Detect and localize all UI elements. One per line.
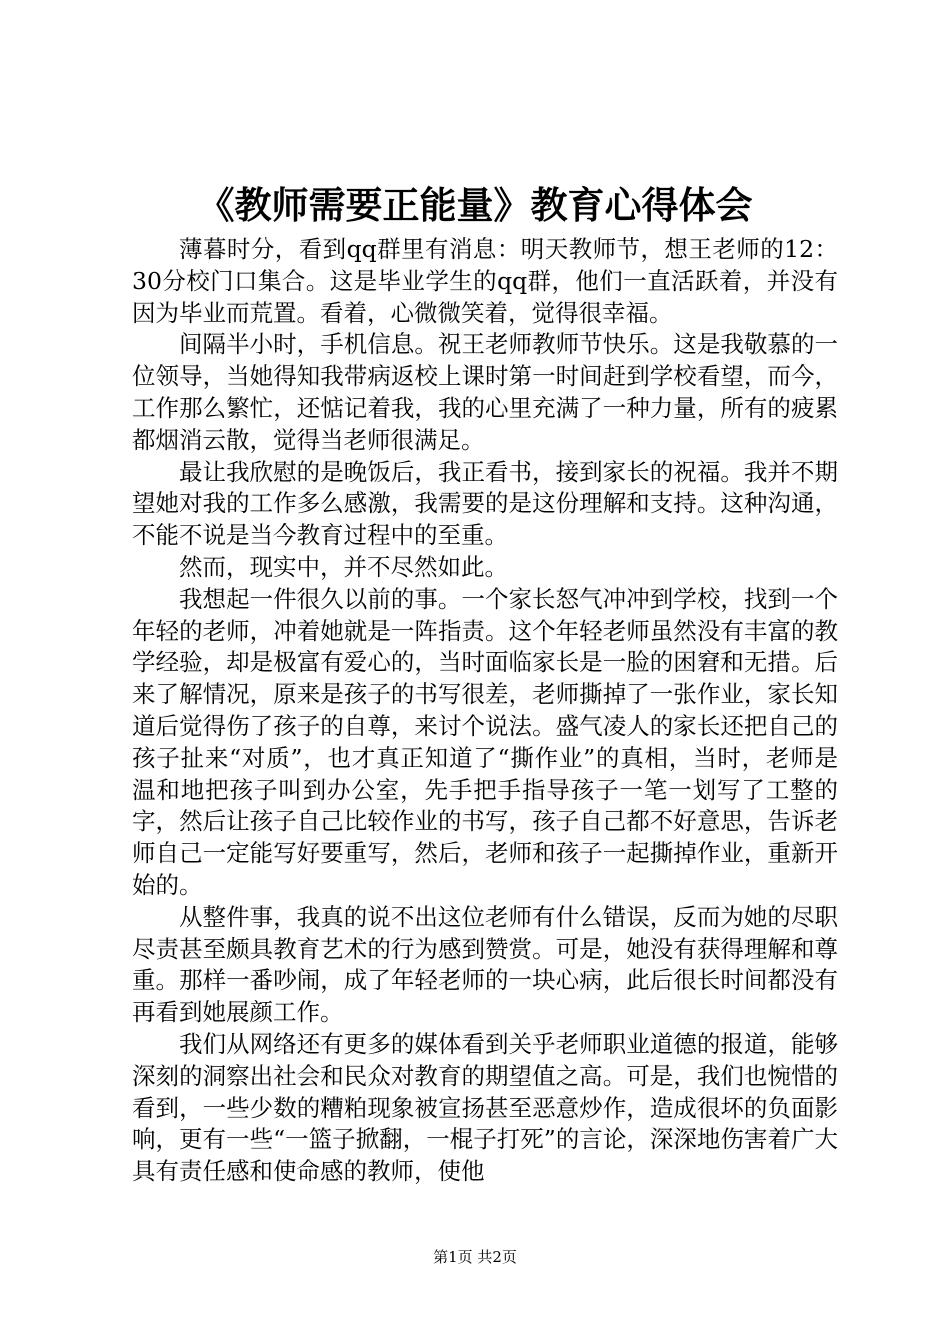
paragraph: 最让我欣慰的是晚饭后，我正看书，接到家长的祝福。我并不期望她对我的工作多么感激，我需要的是这份理解和支持。这种沟通，不能不说是当今教育过程中的至重。	[132, 457, 838, 550]
page-footer: 第1页 共2页	[433, 1248, 517, 1266]
document-body	[132, 234, 838, 1188]
paragraph: 间隔半小时，手机信息。祝王老师教师节快乐。这是我敬慕的一位领导，当她得知我带病返校上课时第一时间赶到学校看望，而今，工作那么繁忙，还惦记着我，我的心里充满了一种力量，所有的疲累都烟消云散，觉得当老师很满足。	[132, 330, 838, 454]
paragraph: 从整件事，我真的说不出这位老师有什么错误，反而为她的尽职尽责甚至颇具教育艺术的行为感到赞赏。可是，她没有获得理解和尊重。那样一番吵闹，成了年轻老师的一块心病，此后很长时间都没有再看到她展颜工作。	[132, 902, 838, 1027]
paragraph: 我想起一件很久以前的事。一个家长怒气冲冲到学校，找到一个年轻的老师，冲着她就是一阵指责。这个年轻老师虽然没有丰富的教学经验，却是极富有爱心的，当时面临家长是一脸的困窘和无措。后来了解情况，原来是孩子的书写很差，老师撕掉了一张作业，家长知道后觉得伤了孩子的自尊，来讨个说法。盛气凌人的家长还把自己的孩子扯来“对质”，也才真正知道了“撕作业”的真相，当时，老师是温和地把孩子叫到办公室，先手把手指导孩子一笔一划写了工整的字，然后让孩子自己比较作业的书写，孩子自己都不好意思，告诉老师自己一定能写好要重写，然后，老师和孩子一起撕掉作业，重新开始的。	[132, 584, 838, 899]
paragraph: 我们从网络还有更多的媒体看到关乎老师职业道德的报道，能够深刻的洞察出社会和民众对教育的期望值之高。可是，我们也惋惜的看到，一些少数的糟粕现象被宣扬甚至恶意炒作，造成很坏的负面影响，更有一些“一篮子掀翻，一棍子打死”的言论，深深地伤害着广大具有责任感和使命感的教师，使他	[132, 1029, 838, 1186]
paragraph: 然而，现实中，并不尽然如此。	[179, 552, 508, 581]
document-title: 《教师需要正能量》教育心得体会	[197, 184, 753, 227]
paragraph: 薄暮时分，看到qq群里有消息：明天教师节，想王老师的12：30分校门口集合。这是毕业学生的qq群，他们一直活跃着，并没有因为毕业而荒置。看着，心微微笑着，觉得很幸福。	[132, 235, 838, 327]
